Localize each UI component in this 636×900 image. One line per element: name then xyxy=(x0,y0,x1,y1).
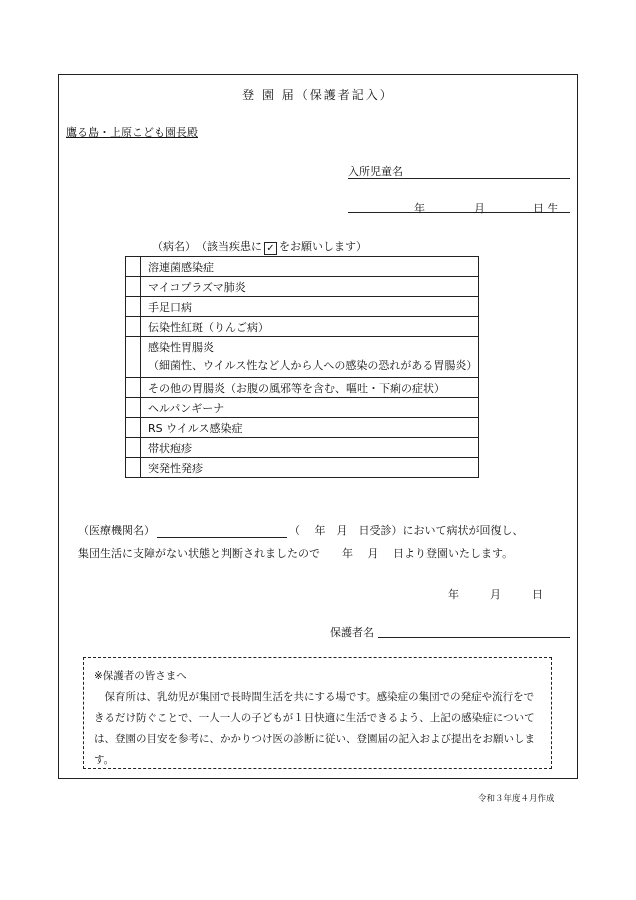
disease-checkbox[interactable] xyxy=(126,438,141,458)
disease-row xyxy=(126,337,479,378)
submit-month-label: 月 xyxy=(490,588,501,601)
disease-checkbox[interactable] xyxy=(126,458,141,478)
group-life-statement: 集団生活に支障がない状態と判断されましたので 年 月 日より登園いたします。 xyxy=(78,547,514,560)
notice-box xyxy=(83,657,552,769)
disease-row xyxy=(126,378,479,398)
disease-name: 伝染性紅斑（りんご病） xyxy=(141,317,479,337)
child-name-label: 入所児童名 xyxy=(348,165,403,178)
submit-day-label: 日 xyxy=(532,588,543,601)
disease-checkbox[interactable] xyxy=(126,257,141,277)
birth-date-field[interactable] xyxy=(348,212,570,213)
birth-month-label: 月 xyxy=(474,202,485,215)
disease-header xyxy=(152,238,367,254)
disease-checkbox[interactable] xyxy=(126,297,141,317)
disease-name-two-line xyxy=(141,337,479,378)
disease-header-prefix: （病名） （該当疾患に xyxy=(152,240,262,253)
guardian-label: 保護者名 xyxy=(330,626,374,639)
form-title: 登 園 届（保護者記入） xyxy=(242,88,394,102)
disease-row xyxy=(126,257,479,277)
checkmark-icon: ✓ xyxy=(264,242,277,255)
disease-name: その他の胃腸炎（お腹の風邪等を含む、嘔吐・下痢の症状） xyxy=(141,378,479,398)
disease-row xyxy=(126,297,479,317)
guardian-name-field[interactable] xyxy=(378,637,570,638)
disease-name: マイコプラズマ肺炎 xyxy=(141,277,479,297)
disease-header-suffix: をお願いします） xyxy=(279,240,367,253)
birth-year-label: 年 xyxy=(414,202,425,215)
disease-checkbox[interactable] xyxy=(126,317,141,337)
disease-row xyxy=(126,317,479,337)
disease-name: ヘルパンギーナ xyxy=(141,398,479,418)
addressee: 鷹る島・上原こども園長殿 xyxy=(66,126,198,139)
disease-row xyxy=(126,398,479,418)
disease-checkbox[interactable] xyxy=(126,277,141,297)
clinic-label: （医療機関名） xyxy=(78,524,155,537)
notice-body: 保育所は、乳幼児が集団で長時間生活を共にする場です。感染症の集団での発症や流行をできるだけ防ぐことで、一人一人の子どもが１日快適に生活できるよう、上記の感染症については、登園の目安を参考に、かかりつけ医の診断に従い、登園届の記入および提出をお願いします。 xyxy=(94,691,535,766)
disease-name: RS ウイルス感染症 xyxy=(141,418,479,438)
disease-name: 帯状疱疹 xyxy=(141,438,479,458)
submit-year-label: 年 xyxy=(448,588,459,601)
child-name-field[interactable] xyxy=(348,178,570,179)
disease-table xyxy=(125,256,479,478)
disease-checkbox[interactable] xyxy=(126,337,141,378)
disease-row xyxy=(126,277,479,297)
disease-checkbox[interactable] xyxy=(126,398,141,418)
clinic-name-field[interactable] xyxy=(157,526,287,538)
disease-row xyxy=(126,438,479,458)
notice-heading: ※保護者の皆さまへ xyxy=(94,670,187,682)
disease-name: 感染性胃腸炎 xyxy=(148,341,214,354)
disease-row xyxy=(126,458,479,478)
disease-subtext: （細菌性、ウイルス性など人から人への感染の恐れがある胃腸炎） xyxy=(148,359,478,372)
disease-name: 溶連菌感染症 xyxy=(141,257,479,277)
footer-created-note: 令和３年度４月作成 xyxy=(478,794,555,804)
disease-checkbox[interactable] xyxy=(126,418,141,438)
disease-name: 突発性発疹 xyxy=(141,458,479,478)
disease-name: 手足口病 xyxy=(141,297,479,317)
disease-row xyxy=(126,418,479,438)
clinic-line-row xyxy=(78,522,524,538)
birth-day-label: 日 生 xyxy=(533,202,559,215)
clinic-suffix: （ 年 月 日受診）において病状が回復し、 xyxy=(289,524,524,537)
disease-checkbox[interactable] xyxy=(126,378,141,398)
